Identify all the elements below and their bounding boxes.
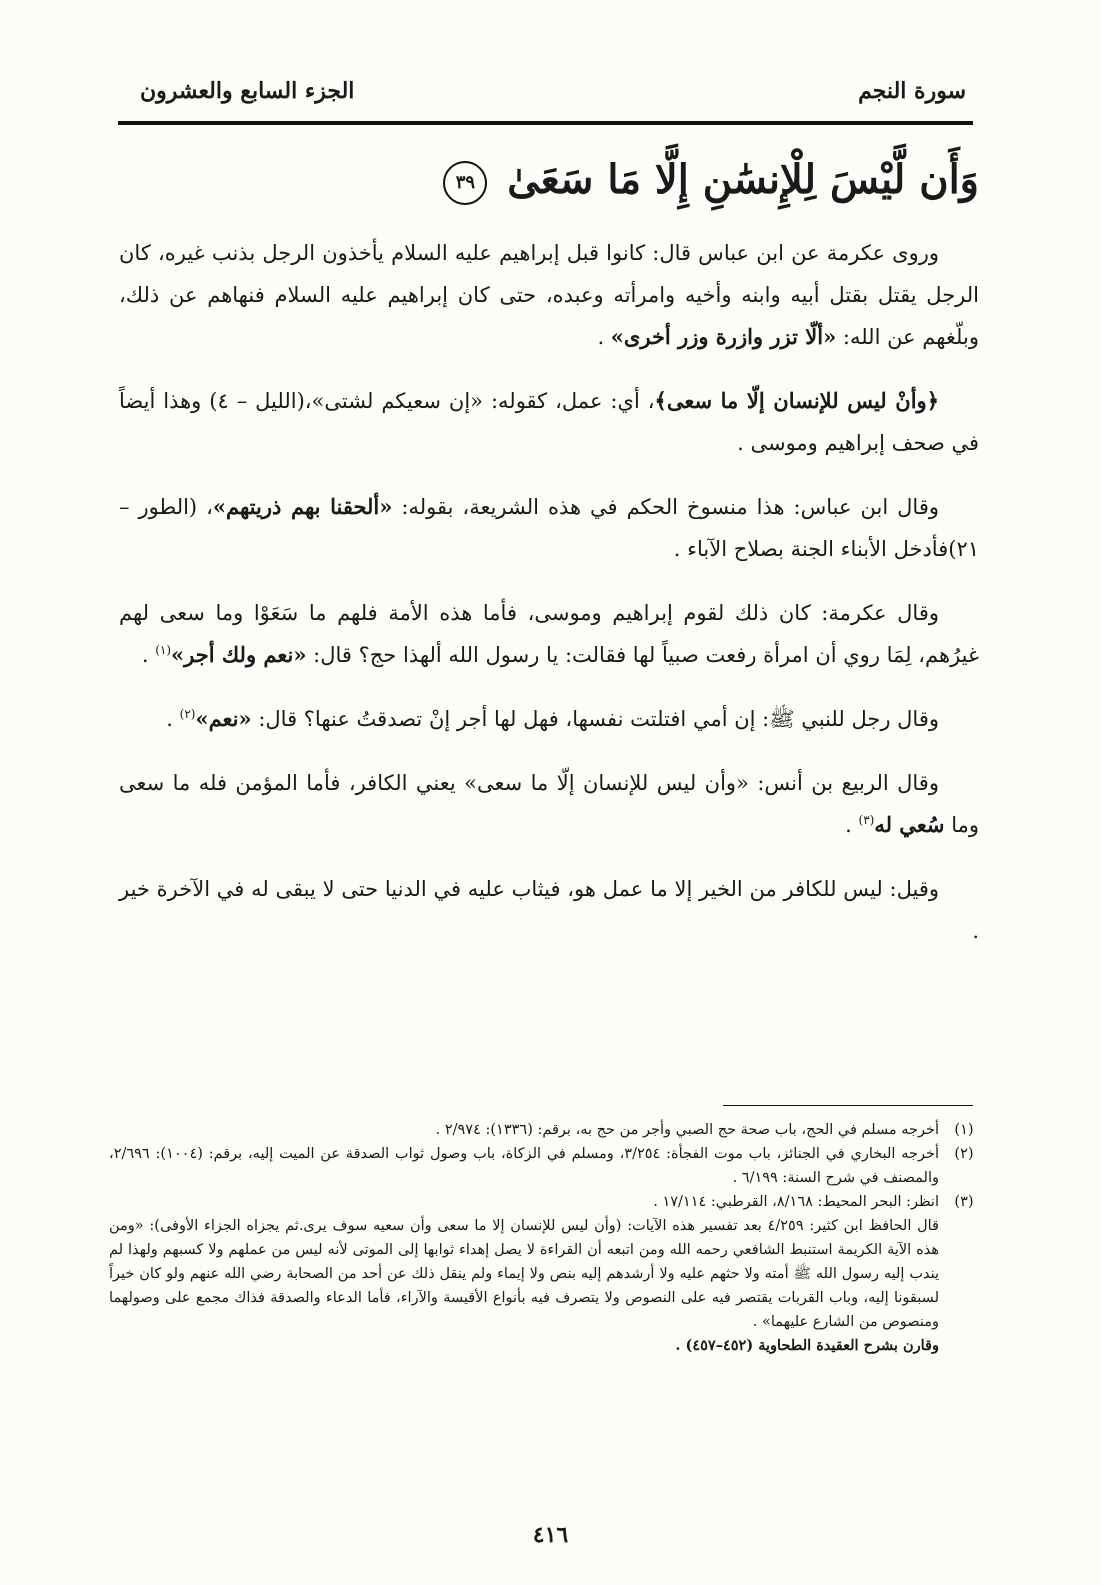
footnote <box>109 1214 979 1334</box>
paragraph: وقال رجل للنبي ﷺ: إن أمي افتلتت نفسها، فهل لها أجر إنْ تصدقتُ عنها؟ قال: «نعم»$^{(٢)}$ . <box>166 706 939 731</box>
footnote-number: (١) <box>954 1122 974 1138</box>
footnote-number: (٢) <box>954 1146 974 1162</box>
paragraph: وقال ابن عباس: هذا منسوخ الحكم في هذه الشريعة، بقوله: «ألحقنا بهم ذريتهم»، (الطور – ٢١)فأدخل الأبناء الجنة بصلاح الآباء . <box>119 494 979 561</box>
footnote-text: أخرجه مسلم في الحج، باب صحة حج الصبي وأجر من حج به، برقم: (١٣٣٦): ٢/٩٧٤ . <box>435 1122 939 1138</box>
header-divider <box>118 121 973 125</box>
footnote-number: (٣) <box>954 1194 974 1210</box>
paragraph: وروى عكرمة عن ابن عباس قال: كانوا قبل إبراهيم عليه السلام يأخذون الرجل بذنب غيره، كان الرجل يقتل بقتل أبيه وابنه وأخيه وامرأته وعبده، حتى كان إبراهيم عليه السلام فنهاهم عن ذلك، وبلّغهم عن الله: «ألّا تزر وازرة وزر أخرى» . <box>119 241 979 349</box>
footnote-text: وقارن بشرح العقيدة الطحاوية (٤٥٢–٤٥٧) . <box>675 1337 939 1354</box>
footnote <box>109 1142 979 1190</box>
footnote <box>109 1190 979 1214</box>
verse-text: وَأَن لَّيْسَ لِلْإِنسَٰنِ إِلَّا مَا سَعَىٰ <box>507 156 979 203</box>
commentary-body <box>119 232 979 952</box>
footnote-ref[interactable]: (٣) <box>858 813 875 827</box>
paragraph: ﴿وأنْ ليس للإنسان إلّا ما سعى﴾، أي: عمل، كقوله: «إن سعيكم لشتى»،(الليل – ٤) وهذا أيضاً في صحف إبراهيم وموسى . <box>119 388 979 455</box>
footnote-text: انظر: البحر المحيط: ٨/١٦٨، القرطبي: ١٧/١١٤ . <box>653 1194 939 1210</box>
footnote <box>109 1334 979 1358</box>
footnote-text: قال الحافظ ابن كثير: ٤/٢٥٩ بعد تفسير هذه الآيات: (وأن ليس للإنسان إلا ما سعى وأن سعيه سوف يرى.ثم يجزاه الجزاء الأوفى): «ومن هذه الآية الكريمة استنبط الشافعي رحمه الله ومن اتبعه أن القراءة لا يصل إهداء ثوابها إلى الموتى لأنه ليس من عملهم ولا كسبهم ولهذا لم يندب إليه رسول الله ﷺ أمته ولا حثهم عليه ولا أرشدهم إليه بنص ولا إيماء ولم ينقل ذلك عن أحد من الصحابة رضي الله عنهم ولو كان خيراً لسبقونا إليه، وباب القربات يقتصر فيه على النصوص ولا يتصرف فيه بأنواع الأقيسة والآراء، فأما الدعاء والصدقة فذاك مجمع على وصولهما ومنصوص من الشارع عليهما» . <box>109 1218 939 1330</box>
juz-title: الجزء السابع والعشرون <box>140 78 355 104</box>
quran-verse <box>119 145 979 215</box>
footnote <box>109 1118 979 1142</box>
page-number: ٤١٦ <box>532 1522 569 1548</box>
paragraph: وقال عكرمة: كان ذلك لقوم إبراهيم وموسى، فأما هذه الأمة فلهم ما سَعَوْا وما سعى لهم غيرُهم، لِمَا روي أن امرأة رفعت صبياً لها فقالت: يا رسول الله ألهذا حج؟ قال: «نعم ولك أجر»$^{(١)}$ . <box>119 601 979 667</box>
footnote-ref[interactable]: (٢) <box>179 707 196 721</box>
footnote-ref[interactable]: (١) <box>155 643 172 657</box>
paragraph: وقيل: ليس للكافر من الخير إلا ما عمل هو، فيثاب عليه في الدنيا حتى لا يبقى له في الآخرة خير . <box>119 877 979 943</box>
footnotes <box>109 1118 979 1358</box>
paragraph: وقال الربيع بن أنس: «وأن ليس للإنسان إلّا ما سعى» يعني الكافر، فأما المؤمن فله ما سعى وما سُعي له$^{(٣)}$ . <box>119 771 979 837</box>
surah-title: سورة النجم <box>858 78 966 104</box>
footnote-divider <box>723 1105 973 1106</box>
verse-number-icon: ٣٩ <box>443 161 487 205</box>
footnote-text: أخرجه البخاري في الجنائز، باب موت الفجأة: ٣/٢٥٤، ومسلم في الزكاة، باب وصول ثواب الصدقة عن الميت إليه، برقم: (١٠٠٤): ٢/٦٩٦، والمصنف في شرح السنة: ٦/١٩٩ . <box>109 1146 939 1186</box>
page-header <box>0 78 1101 112</box>
